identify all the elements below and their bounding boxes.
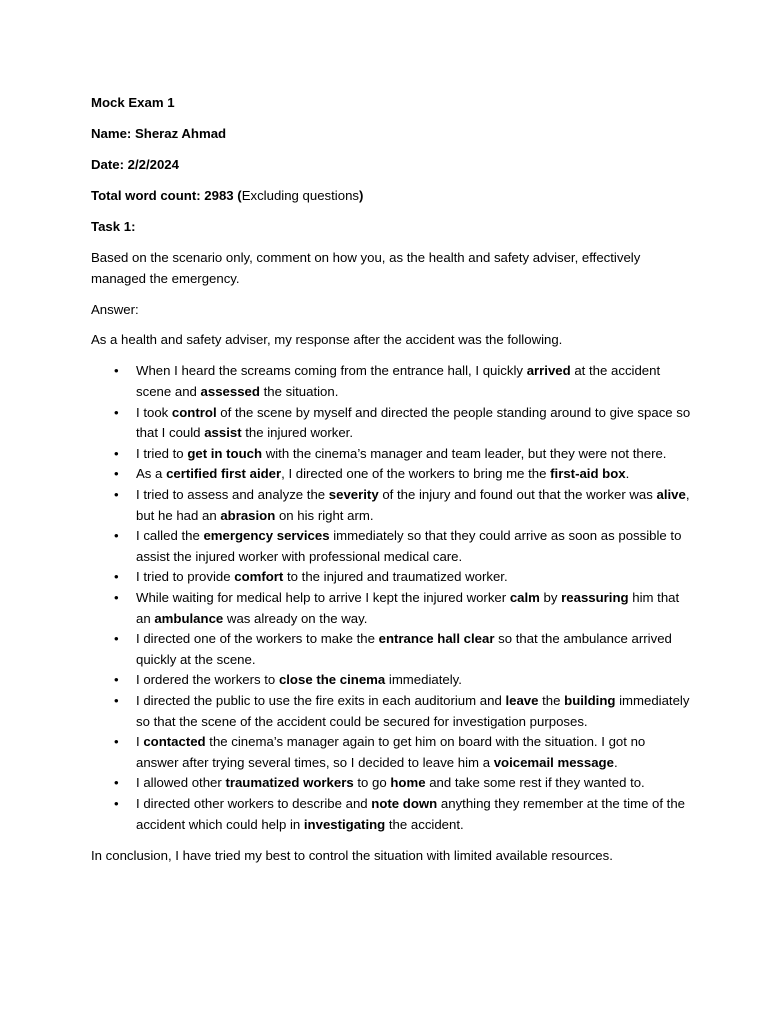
answer-label: Answer: — [91, 301, 139, 317]
question-text: Based on the scenario only, comment on how you, as the health and safety adviser, effectively managed the emergency. — [91, 249, 641, 286]
body-text: immediately so that they could arrive as soon as possible to assist the injured worker with professional medical care. — [136, 528, 682, 564]
body-text: immediately. — [385, 672, 462, 688]
body-text: I allowed other — [136, 775, 226, 791]
emphasis-text: abrasion — [220, 507, 276, 523]
body-text: the cinema’s manager again to get him on board with the situation. I got no answer after trying several times, so I decided to leave him a — [136, 734, 646, 770]
body-text: . — [613, 754, 618, 770]
bullet-dot-icon: • — [114, 445, 119, 461]
emphasis-text: entrance hall clear — [378, 631, 495, 647]
emphasis-text: leave — [505, 692, 539, 708]
body-text: I tried to provide — [136, 569, 235, 585]
word-count-close: ) — [359, 187, 364, 203]
emphasis-text: assessed — [200, 384, 260, 400]
body-text: so that the ambulance arrived quickly at the scene. — [136, 631, 672, 667]
exam-title: Mock Exam 1 — [91, 95, 175, 110]
bullet-dot-icon: • — [114, 692, 119, 708]
emphasis-text: emergency services — [203, 528, 330, 544]
bullet-dot-icon: • — [114, 795, 119, 811]
emphasis-text: first-aid box — [550, 466, 626, 482]
body-text: I tried to assess and analyze the — [136, 487, 329, 503]
emphasis-text: calm — [509, 590, 540, 605]
bullet-dot-icon: • — [114, 734, 119, 750]
bullet-dot-icon: • — [114, 466, 119, 482]
document-body — [91, 93, 691, 877]
body-text: I directed other workers to describe and — [136, 795, 372, 811]
body-text: at the accident scene and — [136, 363, 661, 400]
list-item — [91, 773, 691, 794]
body-text: the injured worker. — [241, 425, 354, 441]
body-text: While waiting for medical help to arrive I kept the injured worker — [136, 590, 510, 605]
emphasis-text: voicemail message — [493, 754, 614, 770]
body-text: by — [539, 590, 562, 605]
emphasis-text: investigating — [303, 816, 386, 832]
list-item — [91, 567, 691, 588]
list-item — [91, 485, 691, 526]
body-text: I directed the public to use the fire exits in each auditorium and — [136, 692, 506, 708]
body-text: , but he had an — [136, 487, 690, 523]
list-item — [91, 629, 691, 670]
response-list — [91, 361, 691, 835]
body-text: I called the — [136, 528, 204, 544]
body-text: I — [136, 734, 144, 750]
body-text: and take some rest if they wanted to. — [425, 775, 645, 791]
emphasis-text: note down — [371, 795, 438, 811]
conclusion-text: In conclusion, I have tried my best to control the situation with limited available resources. — [91, 847, 613, 863]
list-item — [91, 444, 691, 465]
body-text: I directed one of the workers to make the — [136, 631, 379, 647]
list-item — [91, 794, 691, 835]
body-text: the situation. — [259, 384, 339, 400]
body-text: . — [625, 466, 630, 482]
list-item — [91, 732, 691, 773]
emphasis-text: get in touch — [187, 445, 263, 461]
body-text: When I heard the screams coming from the entrance hall, I quickly — [136, 363, 527, 379]
bullet-dot-icon: • — [114, 775, 119, 791]
emphasis-text: traumatized workers — [225, 775, 354, 791]
body-text: I tried to — [136, 445, 188, 461]
bullet-dot-icon: • — [114, 487, 119, 503]
body-text: of the scene by myself and directed the people standing around to give space so that I could — [136, 404, 691, 441]
emphasis-text: control — [171, 404, 217, 420]
word-count-label: Total word count: 2983 ( — [91, 187, 242, 203]
emphasis-text: comfort — [234, 569, 284, 585]
list-item — [91, 361, 691, 402]
bullet-dot-icon: • — [114, 631, 119, 647]
body-text: As a — [136, 466, 167, 482]
emphasis-text: alive — [656, 487, 686, 503]
body-text: was already on the way. — [223, 610, 368, 626]
bullet-dot-icon: • — [114, 672, 119, 688]
body-text: the accident. — [385, 816, 464, 832]
body-text: of the injury and found out that the worker was — [378, 487, 657, 503]
bullet-dot-icon: • — [114, 569, 119, 585]
word-count-note: Excluding questions — [241, 187, 359, 203]
emphasis-text: arrived — [526, 363, 571, 379]
body-text: , I directed one of the workers to bring me the — [281, 466, 551, 482]
bullet-dot-icon: • — [114, 363, 119, 379]
emphasis-text: assist — [204, 425, 242, 441]
body-text: with the cinema’s manager and team leader, but they were not there. — [262, 445, 667, 461]
task-label: Task 1: — [91, 218, 136, 234]
list-item — [91, 670, 691, 691]
date-line: Date: 2/2/2024 — [91, 156, 179, 172]
list-item — [91, 403, 691, 444]
emphasis-text: severity — [328, 487, 379, 503]
body-text: him that an — [136, 590, 680, 626]
emphasis-text: ambulance — [154, 610, 224, 626]
word-count-line — [91, 186, 691, 207]
body-text: on his right arm. — [275, 507, 374, 523]
body-text: to the injured and traumatized worker. — [283, 569, 508, 585]
body-text: immediately so that the scene of the accident could be secured for investigation purposes. — [136, 692, 690, 729]
bullet-dot-icon: • — [114, 590, 119, 605]
emphasis-text: home — [390, 775, 426, 791]
body-text: to go — [353, 775, 391, 791]
bullet-dot-icon: • — [114, 404, 119, 420]
emphasis-text: building — [564, 692, 616, 708]
body-text: the — [538, 692, 565, 708]
body-text: anything they remember at the time of the accident which could help in — [136, 795, 685, 832]
emphasis-text: certified first aider — [166, 466, 282, 482]
list-item — [91, 464, 691, 485]
answer-intro: As a health and safety adviser, my response after the accident was the following. — [91, 332, 563, 348]
list-item — [91, 588, 691, 629]
emphasis-text: close the cinema — [278, 672, 386, 688]
emphasis-text: reassuring — [561, 590, 629, 605]
emphasis-text: contacted — [143, 734, 206, 750]
body-text: I ordered the workers to — [136, 672, 279, 688]
name-line: Name: Sheraz Ahmad — [91, 125, 227, 141]
bullet-dot-icon: • — [114, 528, 119, 544]
list-item — [91, 526, 691, 567]
list-item — [91, 691, 691, 732]
body-text: I took — [136, 404, 172, 420]
